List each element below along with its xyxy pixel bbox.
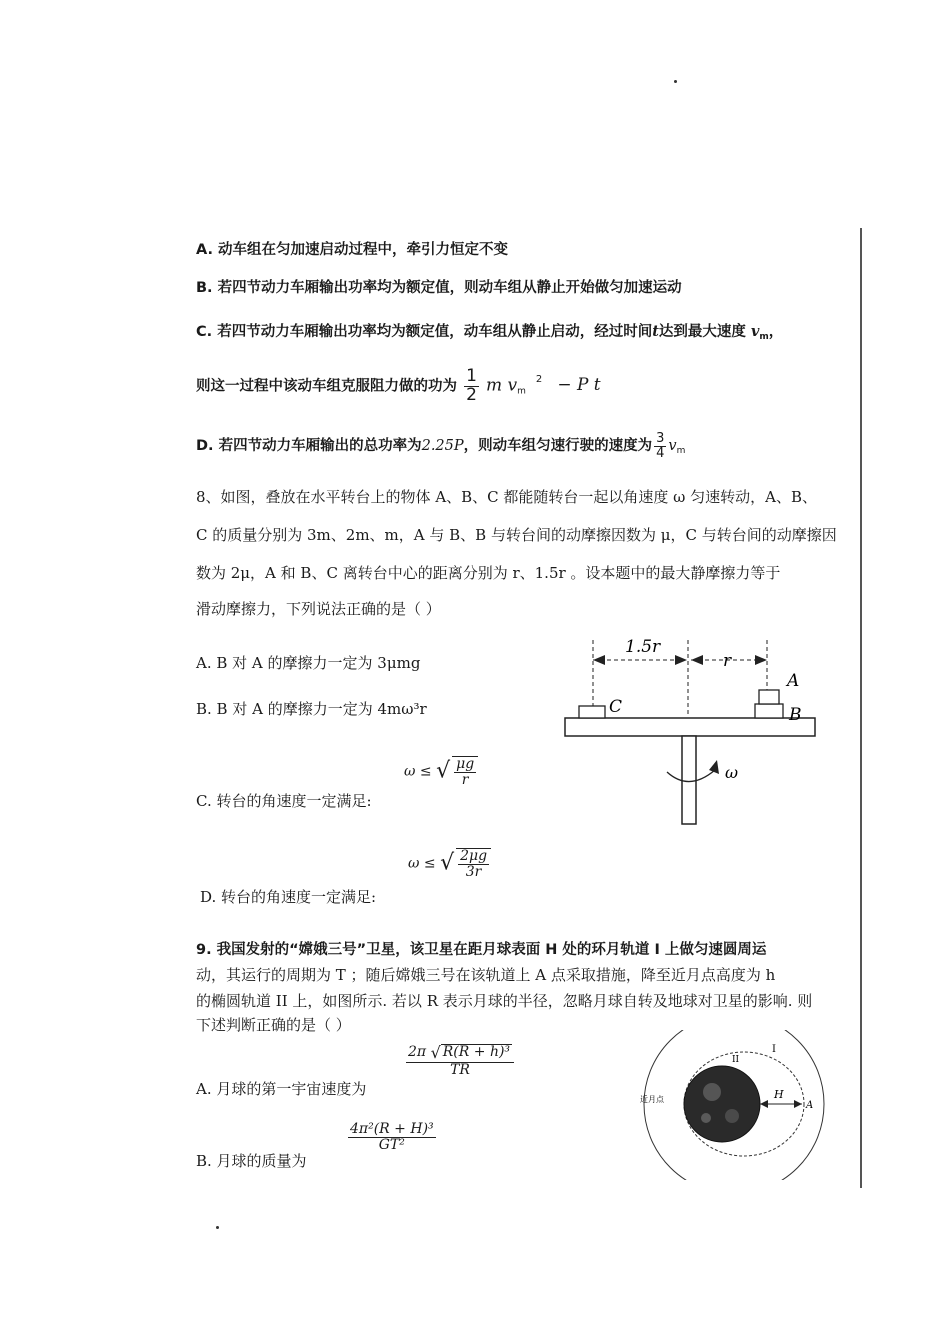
frac-num: μg: [456, 756, 475, 772]
q8-stem-line3: 数为 2μ，A 和 B、C 离转台中心的距离分别为 r、1.5r 。设本题中的最大静摩擦力等于: [196, 564, 781, 582]
moon: [684, 1066, 760, 1142]
q9-option-a-formula: [404, 1044, 516, 1077]
q9-option-a: A. 月球的第一宇宙速度为: [196, 1080, 367, 1098]
label-orbit-ii: II: [732, 1055, 740, 1065]
num-2pi: 2π: [408, 1044, 427, 1060]
turntable-plate: [565, 718, 815, 736]
label-r: r: [723, 651, 732, 671]
frac-num: [406, 1044, 514, 1063]
sub-m: m: [676, 446, 686, 457]
fraction-three-quarters: [654, 432, 666, 460]
moon-crater: [725, 1109, 739, 1123]
sub-m: m: [517, 386, 526, 397]
fraction-half: [464, 368, 479, 405]
q9-stem-line1: 9. 我国发射的“嫦娥三号”卫星，该卫星在距月球表面 H 处的环月轨道 I 上做匀速圆周运: [196, 942, 767, 958]
var-v: v: [668, 438, 677, 455]
frac-den: 4: [656, 445, 665, 461]
q9-option-b-formula: [346, 1122, 438, 1152]
frac-den: GT²: [378, 1136, 405, 1153]
label-15r: 1.5r: [625, 637, 661, 657]
frac-num: 4π²(R + H)³: [350, 1121, 434, 1137]
label-b: B: [789, 705, 802, 725]
frac-num: 2μg: [460, 848, 488, 864]
sqrt-icon: √: [436, 758, 451, 784]
label-a: A: [787, 671, 800, 691]
q7-option-c-line1: C. 若四节动力车厢输出功率均为额定值，动车组从静止启动，经过时间t达到最大速度 $v_m$，: [196, 323, 784, 342]
sqrt-icon: √: [430, 1043, 441, 1062]
var-v: v: [750, 323, 760, 340]
q8-option-c-formula: [404, 756, 480, 787]
q8-option-c: C. 转台的角速度一定满足:: [196, 792, 372, 810]
q9-stem-line2: 动，其运行的周期为 T ；随后嫦娥三号在该轨道上 A 点采取措施，降至近月点高度为 h: [196, 966, 776, 984]
arrowhead: [691, 655, 703, 665]
formula-lhs: ω ≤: [404, 763, 432, 780]
frac-den: r: [461, 771, 469, 788]
q7-option-d-text: D. 若四节动力车厢输出的总功率为: [196, 438, 422, 455]
arrowhead: [760, 1100, 768, 1108]
q7-option-c-line2: [196, 368, 601, 405]
block-c: [579, 706, 605, 718]
q7-option-d: [196, 432, 685, 460]
block-b: [755, 704, 783, 718]
sup-2: 2: [535, 374, 543, 386]
label-a-point: A: [806, 1100, 814, 1111]
q8-stem-line4: 滑动摩擦力，下列说法正确的是（ ）: [196, 600, 441, 618]
scan-speck: [216, 1226, 219, 1229]
frac-den: 3r: [465, 863, 482, 880]
arrowhead: [755, 655, 767, 665]
sub-m: m: [759, 332, 769, 342]
label-c: C: [609, 697, 623, 717]
q7-option-c-text: C. 若四节动力车厢输出功率均为额定值，动车组从静止启动，经过时间: [196, 324, 653, 340]
block-a: [759, 690, 779, 704]
q8-stem-line2: C 的质量分别为 3m、2m、m，A 与 B、B 与转台间的动摩擦因数为 μ，C 与转台间的动摩擦因: [196, 526, 837, 544]
scan-speck: [674, 80, 677, 83]
q8-option-b: B. B 对 A 的摩擦力一定为 4mω³r: [196, 700, 427, 718]
q7-option-c-text2: 则这一过程中该动车组克服阻力做的功为: [196, 378, 457, 395]
label-orbit-i: I: [772, 1044, 776, 1055]
sqrt-icon: √: [440, 850, 455, 876]
sqrt-fraction: [452, 756, 478, 787]
arrowhead: [709, 760, 719, 774]
sqrt-fraction: [456, 848, 491, 879]
radicand: R(R + h)³: [442, 1044, 511, 1060]
q7-option-c-tail: 达到最大速度: [658, 324, 746, 340]
moon-crater: [703, 1083, 721, 1101]
formula-lhs: ω ≤: [408, 855, 436, 872]
arrowhead: [593, 655, 605, 665]
q9-option-b: B. 月球的质量为: [196, 1152, 307, 1170]
frac-den: TR: [450, 1061, 470, 1078]
frac-num: 1: [466, 366, 477, 386]
q9-stem-line3: 的椭圆轨道 II 上，如图所示. 若以 R 表示月球的半径，忽略月球自转及地球对卫星的影响. 则: [196, 992, 813, 1010]
expr-pt: − P t: [557, 375, 601, 396]
q7-option-d-mid: ，则动车组匀速行驶的速度为: [463, 438, 653, 455]
turntable-figure: [555, 630, 825, 830]
moon-crater: [701, 1113, 711, 1123]
q7-option-a: A. 动车组在匀加速启动过程中，牵引力恒定不变: [196, 242, 509, 258]
label-perilune: 近月点: [640, 1095, 664, 1104]
frac-den: 2: [466, 384, 477, 405]
formula-fraction: [348, 1122, 436, 1152]
var-t: t: [652, 323, 659, 340]
q8-stem-line1: 8、如图，叠放在水平转台上的物体 A、B、C 都能随转台一起以角速度 ω 匀速转动，A、B、: [196, 488, 818, 506]
orbit-figure: [636, 1030, 826, 1180]
frac-num: 3: [656, 431, 665, 446]
arrowhead: [794, 1100, 802, 1108]
q8-option-d: D. 转台的角速度一定满足:: [200, 888, 377, 906]
label-omega: ω: [725, 763, 739, 782]
turntable-shaft: [682, 736, 696, 824]
expr-mv: m v: [485, 375, 518, 396]
label-h: H: [774, 1088, 784, 1101]
power-value: 2.25P: [421, 438, 464, 455]
arrowhead: [675, 655, 687, 665]
scan-edge: [860, 228, 862, 1188]
formula-fraction: [406, 1044, 514, 1077]
q9-stem-line4: 下述判断正确的是（ ）: [196, 1016, 351, 1034]
q8-option-a: A. B 对 A 的摩擦力一定为 3μmg: [196, 654, 421, 672]
q8-option-d-formula: [408, 848, 493, 879]
q7-option-b: B. 若四节动力车厢输出功率均为额定值，则动车组从静止开始做匀加速运动: [196, 280, 682, 296]
